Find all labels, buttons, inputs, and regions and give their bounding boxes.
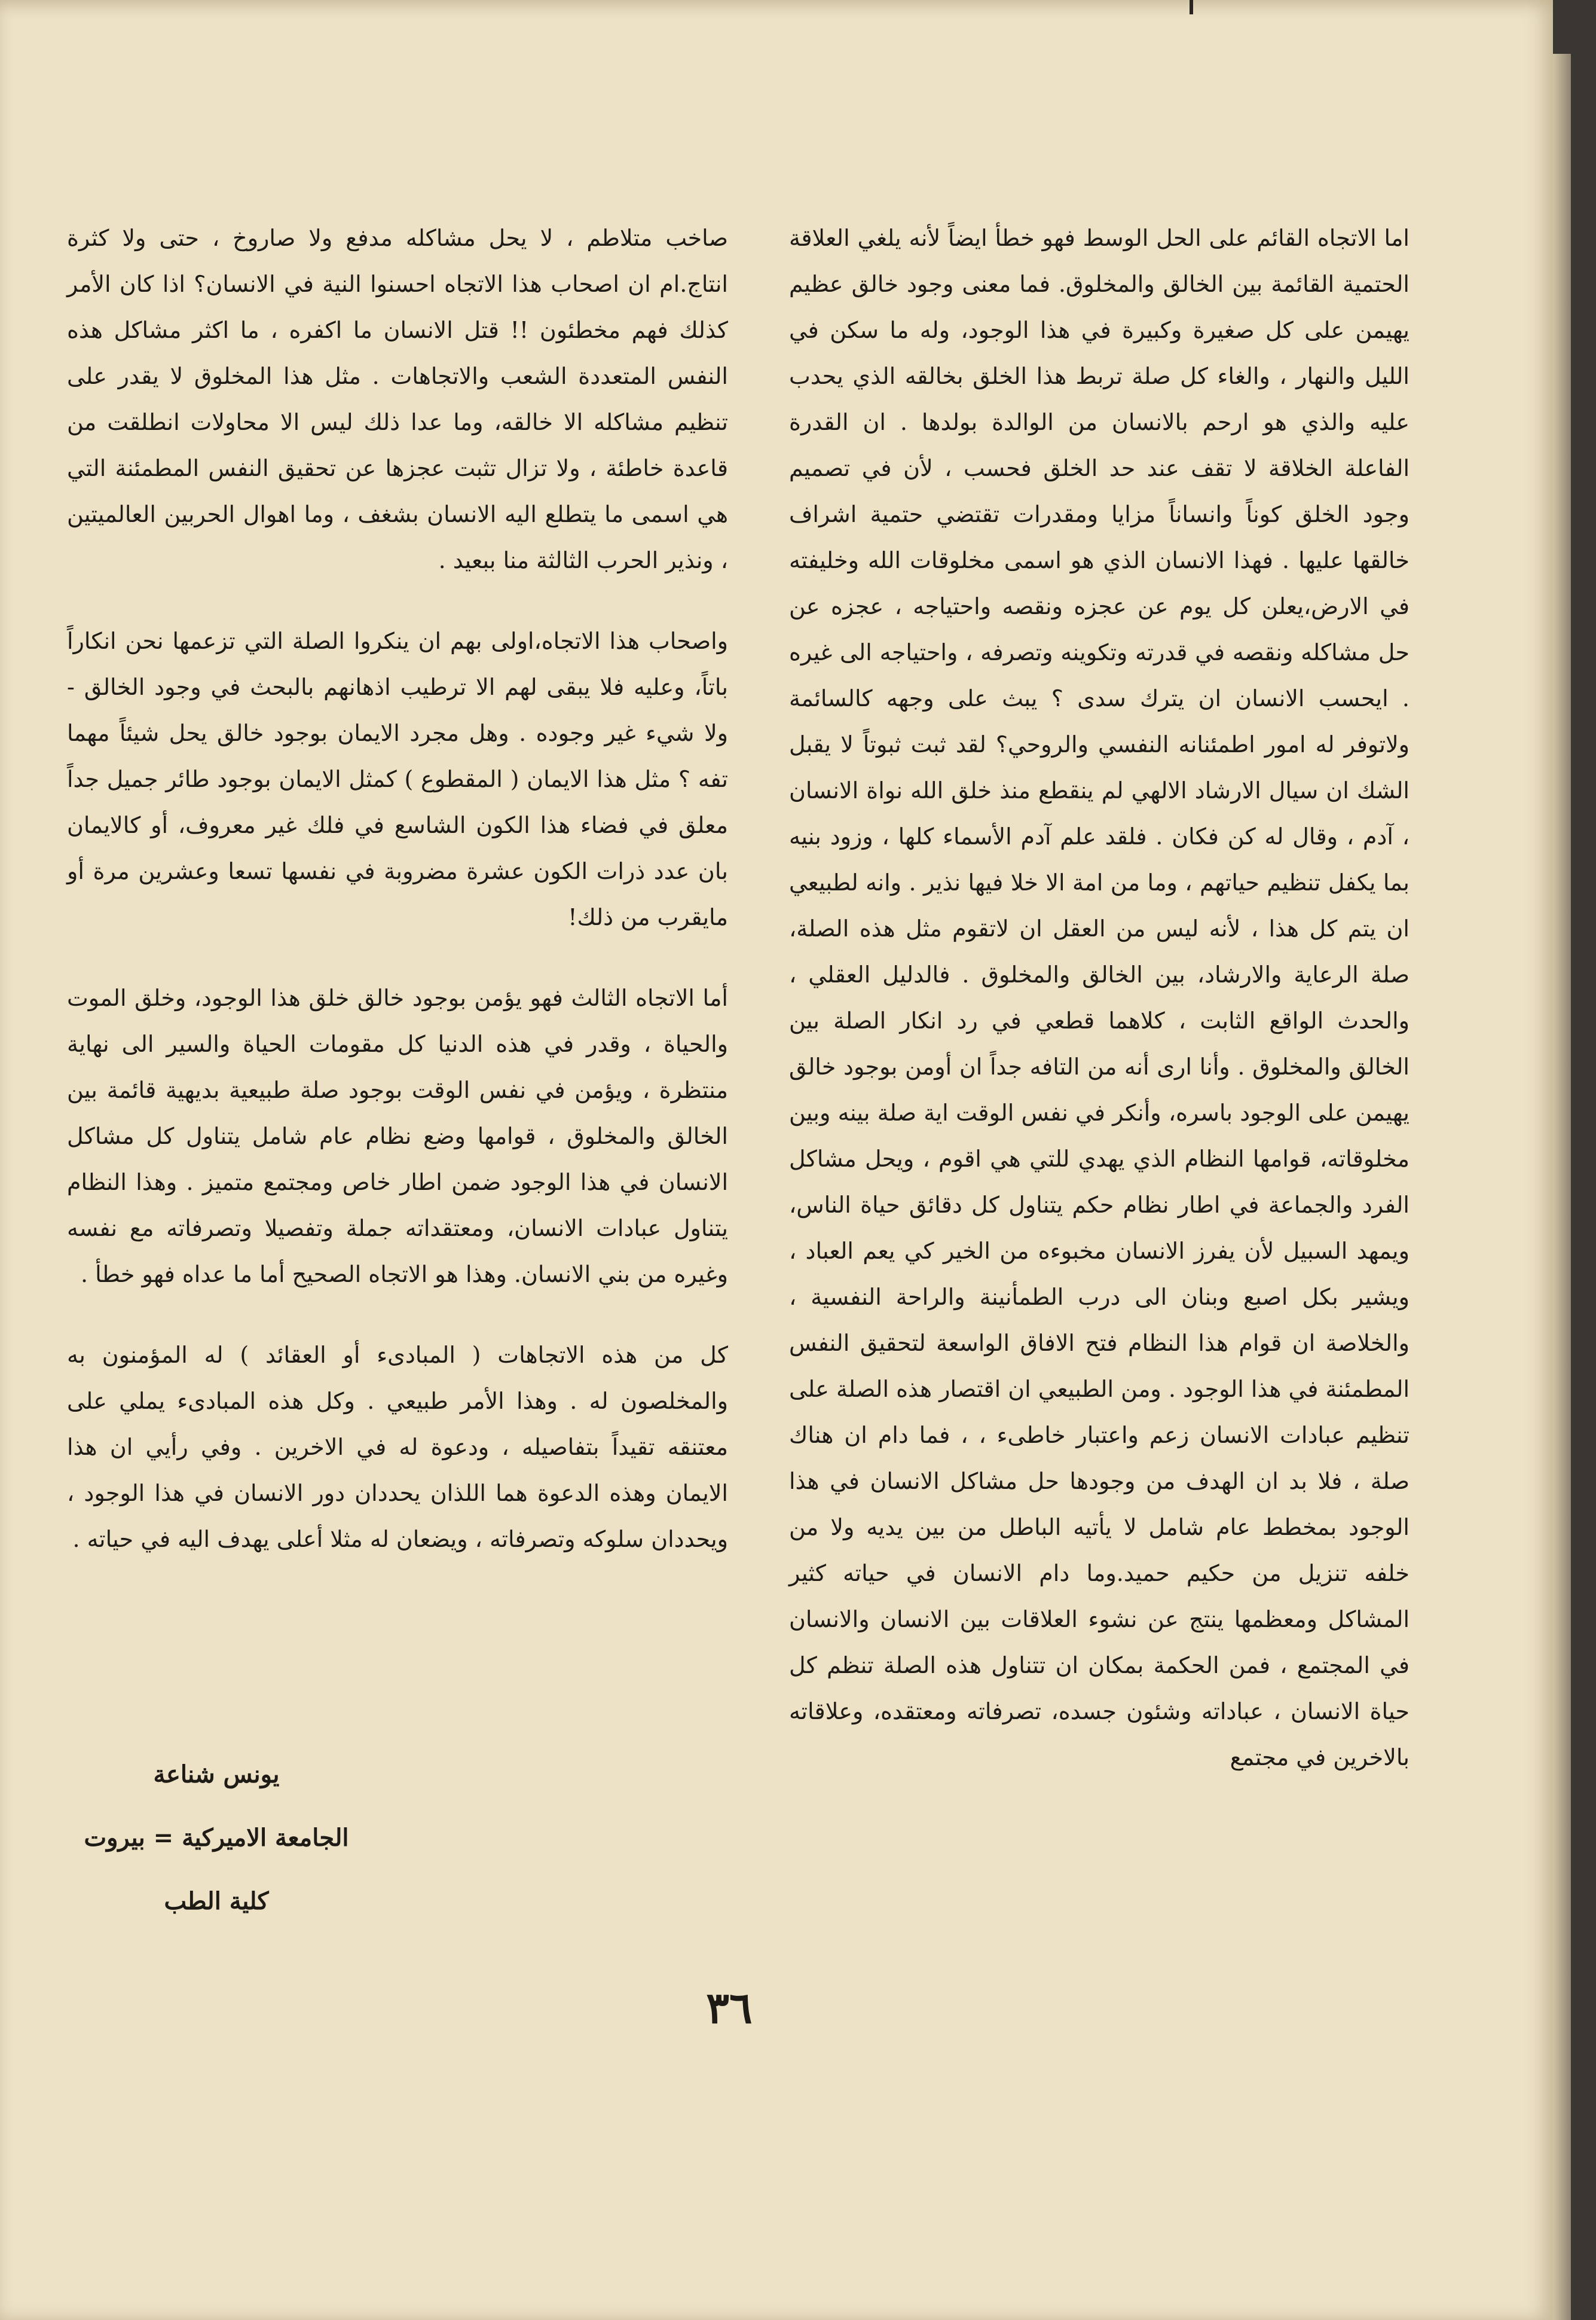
right-column [789, 215, 1410, 1781]
ink-mark [1190, 0, 1193, 14]
page-number: ٣٦ [706, 1982, 753, 2033]
author-name: يونس شناعة [153, 1760, 280, 1788]
author-institution: الجامعة الاميركية = بيروت [84, 1824, 349, 1852]
author-faculty: كلية الطب [164, 1887, 269, 1915]
left-paragraph-2: واصحاب هذا الاتجاه،اولى بهم ان ينكروا الصلة التي تزعمها نحن انكاراً باتاً، وعليه فلا يبقى لهم الا ترطيب اذهانهم بالبحث في وجود الخالق - ولا شيء غير وجوده . وهل مجرد الايمان بوجود خالق يحل شيئاً مهما تفه ؟ مثل هذا الايمان ( المقطوع ) كمثل الايمان بوجود طائر جميل جداً معلق في فضاء هذا الكون الشاسع في فلك غير معروف، أو كالايمان بان عدد ذرات الكون عشرة مضروبة في نفسها تسعا وعشرين مرة أو مايقرب من ذلك! [67, 628, 728, 930]
author-signature [67, 1743, 366, 1933]
right-column-text: اما الاتجاه القائم على الحل الوسط فهو خطأ ايضاً لأنه يلغي العلاقة الحتمية القائمة بين الخالق والمخلوق. فما معنى وجود خالق عظيم يهيمن على كل صغيرة وكبيرة في هذا الوجود، وله ما سكن في الليل والنهار ، والغاء كل صلة تربط هذا الخلق بخالقه الذي يحدب عليه والذي هو ارحم بالانسان من الوالدة بولدها . ان القدرة الفاعلة الخلاقة لا تقف عند حد الخلق فحسب ، لأن في تصميم وجود الخلق كوناً وانساناً مزايا ومقدرات تقتضي حتمية اشراف خالقها عليها . فهذا الانسان الذي هو اسمى مخلوقات الله وخليفته في الارض،يعلن كل يوم عن عجزه ونقصه واحتياجه ، عجزه عن حل مشاكله ونقصه في قدرته وتكوينه وتصرفه ، واحتياجه الى غيره . ايحسب الانسان ان يترك سدى ؟ يبث على وجهه كالسائمة ولاتوفر له امور اطمئنانه النفسي والروحي؟ لقد ثبت ثبوتاً لا يقبل الشك ان سيال الارشاد الالهي لم ينقطع منذ خلق الله نواة الانسان ، آدم ، وقال له كن فكان . فلقد علم آدم الأسماء كلها ، وزود بنيه بما يكفل تنظيم حياتهم ، وما من امة الا خلا فيها نذير . وانه لطبيعي ان يتم كل هذا ، لأنه ليس من العقل ان لاتقوم مثل هذه الصلة، صلة الرعاية والارشاد، بين الخالق والمخلوق . فالدليل العقلي ، والحدث الواقع الثابت ، كلاهما قطعي في رد انكار الصلة بين الخالق والمخلوق . وأنا ارى أنه من التافه جداً ان أومن بوجود خالق يهيمن على الوجود باسره، وأنكر في نفس الوقت اية صلة بينه وبين مخلوقاته، قوامها النظام الذي يهدي للتي هي اقوم ، ويحل مشاكل الفرد والجماعة في اطار نظام حكم يتناول كل دقائق حياة الناس، ويمهد السبيل لأن يفرز الانسان مخبوءه من الخير كي يعم العباد ، ويشير بكل اصبع وبنان الى درب الطمأنينة والراحة النفسية ، والخلاصة ان قوام هذا النظام فتح الافاق الواسعة لتحقيق النفس المطمئنة في هذا الوجود . ومن الطبيعي ان اقتصار هذه الصلة على تنظيم عبادات الانسان زعم واعتبار خاطىء ، ، فما دام ان هناك صلة ، فلا بد ان الهدف من وجودها حل مشاكل الانسان في هذا الوجود بمخطط عام شامل لا يأتيه الباطل من بين يديه ولا من خلفه تنزيل من حكيم حميد.وما دام الانسان في حياته كثير المشاكل ومعظمها ينتج عن نشوء العلاقات بين الانسان والانسان في المجتمع ، فمن الحكمة بمكان ان تتناول هذه الصلة تنظم كل حياة الانسان ، عباداته وشئون جسده، تصرفاته ومعتقده، وعلاقاته بالاخرين في مجتمع [789, 225, 1410, 1770]
left-paragraph-3: أما الاتجاه الثالث فهو يؤمن بوجود خالق خلق هذا الوجود، وخلق الموت والحياة ، وقدر في هذه الدنيا كل مقومات الحياة والسير الى نهاية منتظرة ، ويؤمن في نفس الوقت بوجود صلة طبيعية بديهية قائمة بين الخالق والمخلوق ، قوامها وضع نظام عام شامل يتناول كل مشاكل الانسان في هذا الوجود ضمن اطار خاص ومجتمع متميز . وهذا النظام يتناول عبادات الانسان، ومعتقداته جملة وتفصيلا وتصرفاته مع نفسه وغيره من بني الانسان. وهذا هو الاتجاه الصحيح أما ما عداه فهو خطأ . [67, 985, 728, 1287]
page-edge [1553, 54, 1571, 2320]
left-paragraph-1: صاخب متلاطم ، لا يحل مشاكله مدفع ولا صاروخ ، حتى ولا كثرة انتاج.ام ان اصحاب هذا الاتجاه احسنوا النية في الانسان؟ اذا كان الأمر كذلك فهم مخطئون !! قتل الانسان ما اكفره ، ما اكثر مشاكل هذه النفس المتعددة الشعب والاتجاهات . مثل هذا المخلوق لا يقدر على تنظيم مشاكله الا خالقه، وما عدا ذلك ليس الا محاولات انطلقت من قاعدة خاطئة ، ولا تزال تثبت عجزها عن تحقيق النفس المطمئنة التي هي اسمى ما يتطلع اليه الانسان بشغف ، وما اهوال الحربين العالميتين ، ونذير الحرب الثالثة منا ببعيد . [67, 225, 728, 573]
left-column [67, 215, 728, 1562]
left-paragraph-4: كل من هذه الاتجاهات ( المبادىء أو العقائد ) له المؤمنون به والمخلصون له . وهذا الأمر طبيعي . وكل هذه المبادىء يملي على معتنقه تقيداً بتفاصيله ، ودعوة له في الاخرين . وفي رأيي ان هذا الايمان وهذه الدعوة هما اللذان يحددان دور الانسان في هذا الوجود ، ويحددان سلوكه وتصرفاته ، ويضعان له مثلا أعلى يهدف اليه في حياته . [67, 1342, 728, 1552]
